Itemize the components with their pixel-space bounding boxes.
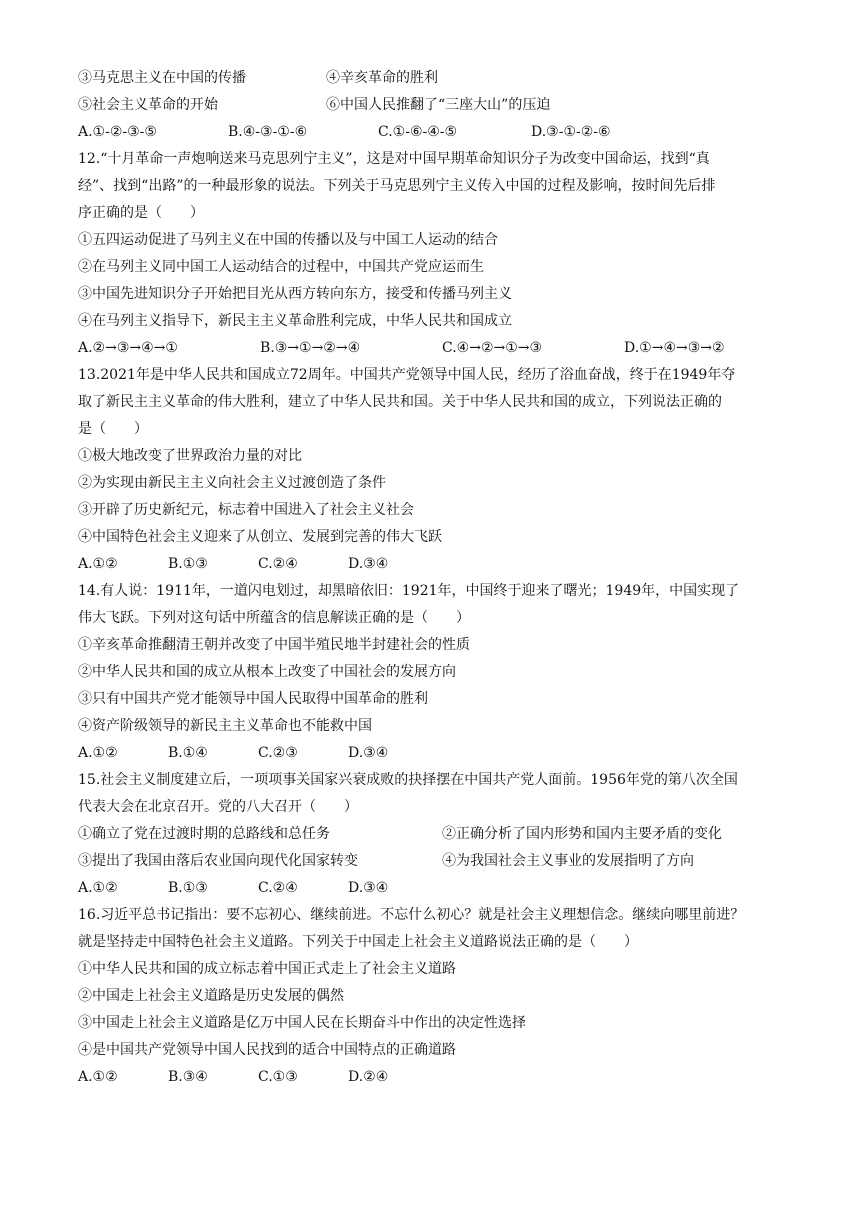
answer-choice-c[interactable]: C.①③ <box>258 1069 298 1085</box>
q13-option-2: ②为实现由新民主主义向社会主义过渡创造了条件 <box>78 475 386 491</box>
option-6: ⑥中国人民推翻了“三座大山”的压迫 <box>326 97 551 113</box>
q12-stem-line: 序正确的是（ ） <box>78 205 204 221</box>
q16-option-1: ①中华人民共和国的成立标志着中国正式走上了社会主义道路 <box>78 961 456 977</box>
q14-stem-line: 14.有人说：1911年，一道闪电划过，却黑暗依旧：1921年，中国终于迎来了曙光；1949年，中国实现了 <box>78 583 740 599</box>
q14-option-3: ③只有中国共产党才能领导中国人民取得中国革命的胜利 <box>78 691 428 707</box>
q14-answer-row <box>78 740 790 767</box>
option-3: ③马克思主义在中国的传播 <box>78 70 246 86</box>
q16-answer-row <box>78 1064 790 1091</box>
continuation-option-row <box>78 92 790 119</box>
answer-choice-b[interactable]: B.③④ <box>168 1069 208 1085</box>
answer-choice-a[interactable]: A.①② <box>78 1069 118 1085</box>
q16-option-2: ②中国走上社会主义道路是历史发展的偶然 <box>78 988 344 1004</box>
answer-choice-d[interactable]: D.③④ <box>348 745 389 761</box>
answer-choice-a[interactable]: A.①② <box>78 880 118 896</box>
q14-option-4: ④资产阶级领导的新民主主义革命也不能救中国 <box>78 718 372 734</box>
q12-stem-line: 经”、找到“出路”的一种最形象的说法。下列关于马克思列宁主义传入中国的过程及影响，按时间先后排 <box>78 178 716 194</box>
option-5: ⑤社会主义革命的开始 <box>78 97 218 113</box>
q14-option-2: ②中华人民共和国的成立从根本上改变了中国社会的发展方向 <box>78 664 456 680</box>
q16-option-4: ④是中国共产党领导中国人民找到的适合中国特点的正确道路 <box>78 1042 456 1058</box>
answer-choice-b[interactable]: B.①③ <box>168 556 208 572</box>
answer-choice-d[interactable]: D.③④ <box>348 880 389 896</box>
answer-choice-d[interactable]: D.③④ <box>348 556 389 572</box>
answer-choice-c[interactable]: C.②④ <box>258 880 298 896</box>
q15-stem-line: 代表大会在北京召开。党的八大召开（ ） <box>78 799 358 815</box>
q12-option-4: ④在马列主义指导下，新民主主义革命胜利完成，中华人民共和国成立 <box>78 313 512 329</box>
answer-choice-d[interactable]: D.②④ <box>348 1069 389 1085</box>
answer-choice-c[interactable]: C.①-⑥-④-⑤ <box>378 124 458 140</box>
q15-option-3: ③提出了我国由落后农业国向现代化国家转变 <box>78 853 358 869</box>
q12-stem-line: 12.“十月革命一声炮响送来马克思列宁主义”，这是对中国早期革命知识分子为改变中国命运，找到“真 <box>78 151 710 167</box>
answer-choice-c[interactable]: C.②③ <box>258 745 298 761</box>
q12-option-3: ③中国先进知识分子开始把目光从西方转向东方，接受和传播马列主义 <box>78 286 512 302</box>
q15-option-4: ④为我国社会主义事业的发展指明了方向 <box>442 853 694 869</box>
q13-option-3: ③开辟了历史新纪元，标志着中国进入了社会主义社会 <box>78 502 414 518</box>
continuation-answer-row <box>78 119 790 146</box>
q13-option-1: ①极大地改变了世界政治力量的对比 <box>78 448 302 464</box>
q15-option-1: ①确立了党在过渡时期的总路线和总任务 <box>78 826 330 842</box>
q16-option-3: ③中国走上社会主义道路是亿万中国人民在长期奋斗中作出的决定性选择 <box>78 1015 526 1031</box>
q13-answer-row <box>78 551 790 578</box>
q15-stem-line: 15.社会主义制度建立后，一项项事关国家兴衰成败的抉择摆在中国共产党人面前。1956年党的第八次全国 <box>78 772 738 788</box>
answer-choice-a[interactable]: A.①② <box>78 556 118 572</box>
continuation-option-row <box>78 65 790 92</box>
q12-answer-row <box>78 335 790 362</box>
answer-choice-b[interactable]: B.①③ <box>168 880 208 896</box>
option-4: ④辛亥革命的胜利 <box>326 70 438 86</box>
answer-choice-a[interactable]: A.②→③→④→① <box>78 340 178 356</box>
q13-stem-line: 13.2021年是中华人民共和国成立72周年。中国共产党领导中国人民，经历了浴血奋战，终于在1949年夺 <box>78 367 736 383</box>
answer-choice-c[interactable]: C.②④ <box>258 556 298 572</box>
q14-stem-line: 伟大飞跃。下列对这句话中所蕴含的信息解读正确的是（ ） <box>78 610 470 626</box>
answer-choice-b[interactable]: B.④-③-①-⑥ <box>228 124 308 140</box>
q15-option-row <box>78 821 790 848</box>
q15-option-2: ②正确分析了国内形势和国内主要矛盾的变化 <box>442 826 722 842</box>
q15-option-row <box>78 848 790 875</box>
answer-choice-b[interactable]: B.③→①→②→④ <box>260 340 361 356</box>
answer-choice-a[interactable]: A.①② <box>78 745 118 761</box>
q12-option-1: ①五四运动促进了马列主义在中国的传播以及与中国工人运动的结合 <box>78 232 498 248</box>
q13-option-4: ④中国特色社会主义迎来了从创立、发展到完善的伟大飞跃 <box>78 529 442 545</box>
q16-stem-line: 就是坚持走中国特色社会主义道路。下列关于中国走上社会主义道路说法正确的是（ ） <box>78 934 638 950</box>
q14-option-1: ①辛亥革命推翻清王朝并改变了中国半殖民地半封建社会的性质 <box>78 637 470 653</box>
q13-stem-line: 取了新民主主义革命的伟大胜利，建立了中华人民共和国。关于中华人民共和国的成立，下列说法正确的 <box>78 394 722 410</box>
q15-answer-row <box>78 875 790 902</box>
q13-stem-line: 是（ ） <box>78 421 148 437</box>
answer-choice-b[interactable]: B.①④ <box>168 745 208 761</box>
answer-choice-c[interactable]: C.④→②→①→③ <box>442 340 543 356</box>
q16-stem-line: 16.习近平总书记指出：要不忘初心、继续前进。不忘什么初心？就是社会主义理想信念。继续向哪里前进？ <box>78 907 745 923</box>
q12-option-2: ②在马列主义同中国工人运动结合的过程中，中国共产党应运而生 <box>78 259 484 275</box>
answer-choice-a[interactable]: A.①-②-③-⑤ <box>78 124 157 140</box>
answer-choice-d[interactable]: D.①→④→③→② <box>624 340 725 356</box>
answer-choice-d[interactable]: D.③-①-②-⑥ <box>531 124 611 140</box>
